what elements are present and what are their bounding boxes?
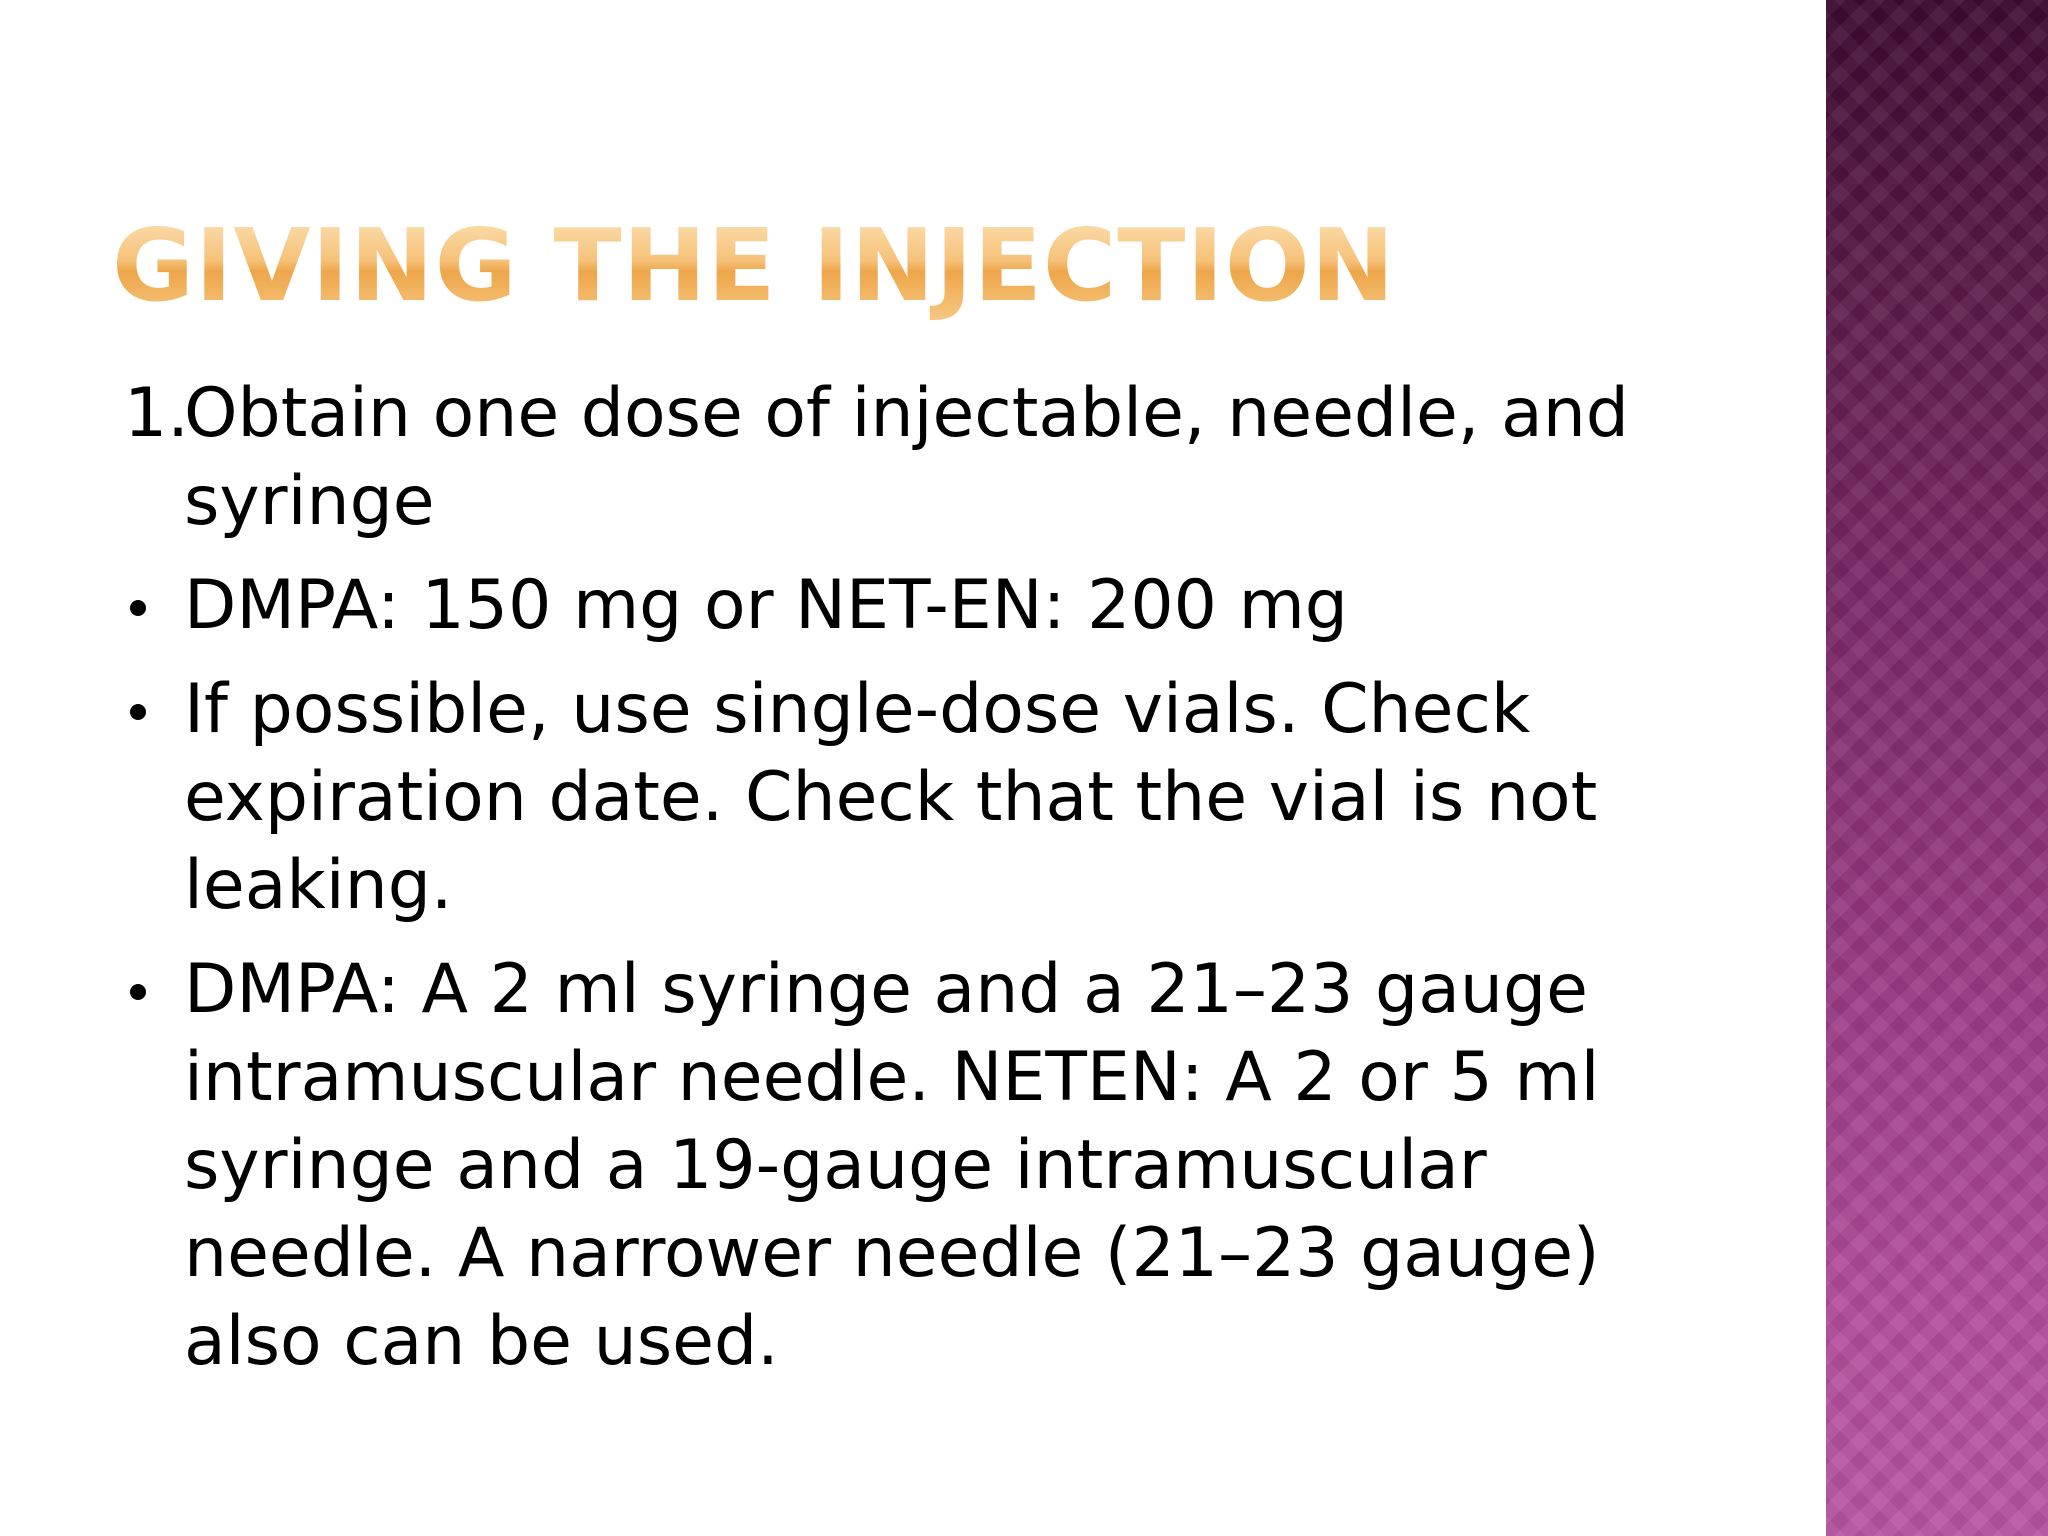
bullet-text: If possible, use single-dose vials. Check expiration date. Check that the vial is not leaking. bbox=[184, 670, 1598, 925]
bullet-icon bbox=[130, 600, 146, 616]
decorative-side-band bbox=[1826, 0, 2048, 1536]
numbered-step bbox=[124, 370, 1714, 546]
slide-title: GIVING THE INJECTION bbox=[112, 207, 1396, 324]
bullet-icon bbox=[130, 984, 146, 1000]
bullet-item bbox=[124, 666, 1714, 930]
slide-body-list bbox=[124, 370, 1714, 1402]
bullet-text: DMPA: 150 mg or NET-EN: 200 mg bbox=[184, 566, 1348, 645]
bullet-item bbox=[124, 946, 1714, 1386]
step-number: 1. bbox=[124, 374, 189, 453]
step-text: Obtain one dose of injectable, needle, and syringe bbox=[184, 374, 1629, 541]
bullet-item bbox=[124, 562, 1714, 650]
bullet-text: DMPA: A 2 ml syringe and a 21–23 gauge intramuscular needle. NETEN: A 2 or 5 ml syringe and a 19-gauge intramuscular needle. A narrower needle (21–23 gauge) also can be used. bbox=[184, 950, 1600, 1381]
bullet-icon bbox=[130, 704, 146, 720]
side-band-pattern bbox=[1826, 0, 2048, 1536]
